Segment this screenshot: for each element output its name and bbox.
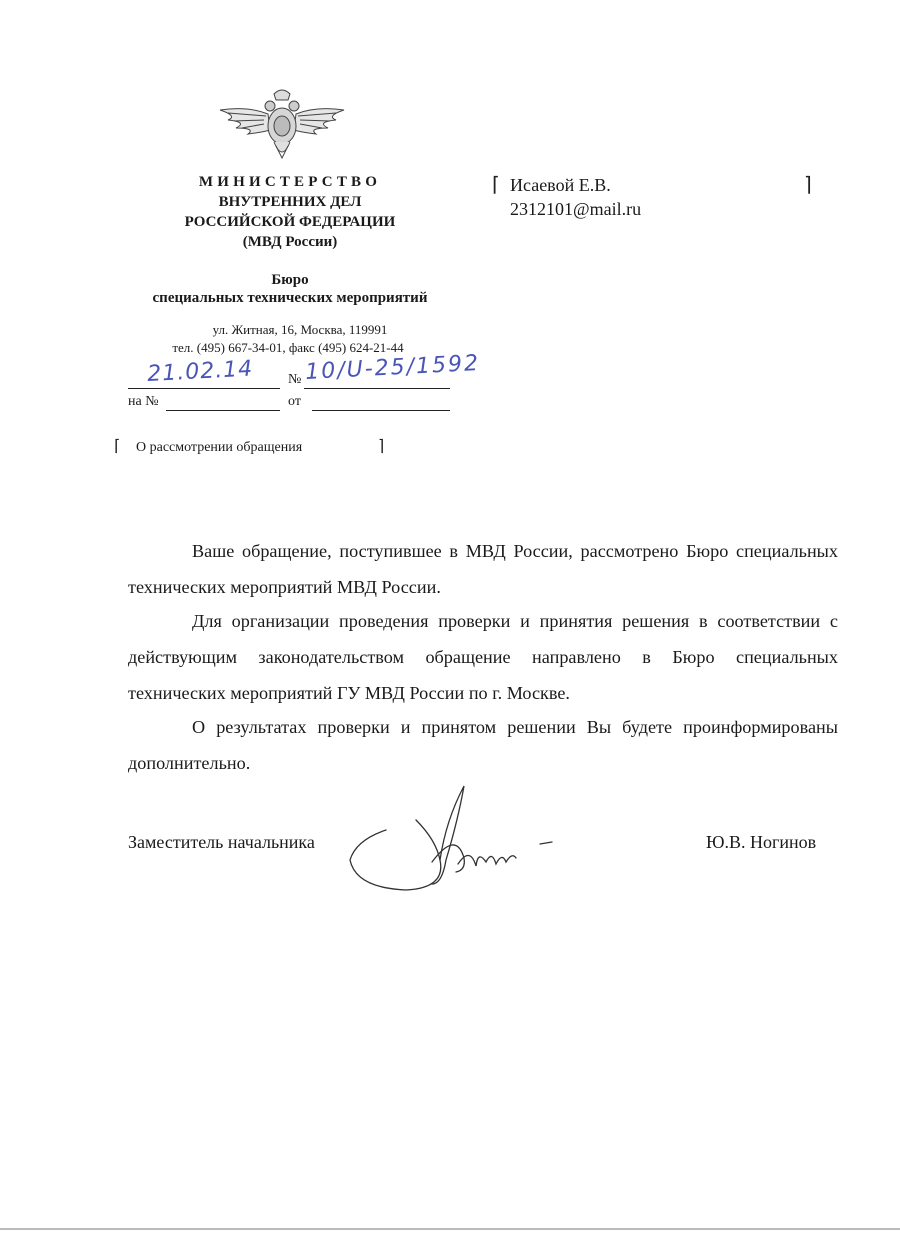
paragraph-text: Для организации проведения проверки и принятия решения в соответствии с действующим законодательством обращение направлено в Бюро специальных технических мероприятий ГУ МВД России по г. Москве. bbox=[128, 611, 838, 703]
double-headed-eagle-emblem bbox=[218, 86, 346, 166]
from-label: от bbox=[288, 394, 301, 409]
ministry-abbreviation: (МВД России) bbox=[242, 234, 338, 250]
handwritten-date: 21.02.14 bbox=[146, 356, 254, 387]
bureau-title: Бюро bbox=[271, 272, 309, 288]
paragraph-text: О результатах проверки и принятом решении Вы будете проинформированы дополнительно. bbox=[128, 717, 838, 773]
scan-edge bbox=[0, 1228, 900, 1230]
addressee-name: Исаевой Е.В. bbox=[510, 175, 611, 195]
office-phone: тел. (495) 667-34-01, факс (495) 624-21-44 bbox=[172, 340, 404, 355]
office-address: ул. Житная, 16, Москва, 119991 bbox=[212, 322, 388, 337]
body-paragraph-3 bbox=[128, 709, 838, 781]
ministry-federation: РОССИЙСКОЙ ФЕДЕРАЦИИ bbox=[184, 214, 396, 230]
signatory-name: Ю.В. Ногинов bbox=[706, 832, 817, 852]
bureau-full-name: специальных технических мероприятий bbox=[152, 290, 428, 306]
number-line bbox=[304, 388, 450, 389]
addressee-block bbox=[510, 173, 641, 221]
subject-bracket-left: ⌈ bbox=[114, 436, 121, 455]
signatory-position: Заместитель начальника bbox=[128, 832, 315, 852]
on-number-label: на № bbox=[128, 394, 159, 409]
handwritten-number: 10/U-25/1592 bbox=[304, 350, 481, 385]
body-paragraph-2 bbox=[128, 603, 838, 711]
handwritten-signature bbox=[346, 780, 566, 900]
ministry-title: МИНИСТЕРСТВО bbox=[198, 174, 382, 190]
subject-bracket-right: ⌉ bbox=[378, 436, 385, 455]
addressee-email: 2312101@mail.ru bbox=[510, 199, 642, 219]
paragraph-text: Ваше обращение, поступившее в МВД России, рассмотрено Бюро специальных технических мероприятий МВД России. bbox=[128, 541, 838, 597]
number-sign: № bbox=[288, 372, 302, 387]
body-paragraph-1 bbox=[128, 533, 838, 605]
letter-subject: О рассмотрении обращения bbox=[136, 440, 303, 455]
on-number-line bbox=[166, 410, 280, 411]
addressee-bracket-right: ⌉ bbox=[804, 172, 812, 196]
ministry-internal-affairs: ВНУТРЕННИХ ДЕЛ bbox=[218, 194, 362, 210]
from-line bbox=[312, 410, 450, 411]
addressee-bracket-left: ⌈ bbox=[492, 172, 500, 196]
date-line bbox=[128, 388, 280, 389]
